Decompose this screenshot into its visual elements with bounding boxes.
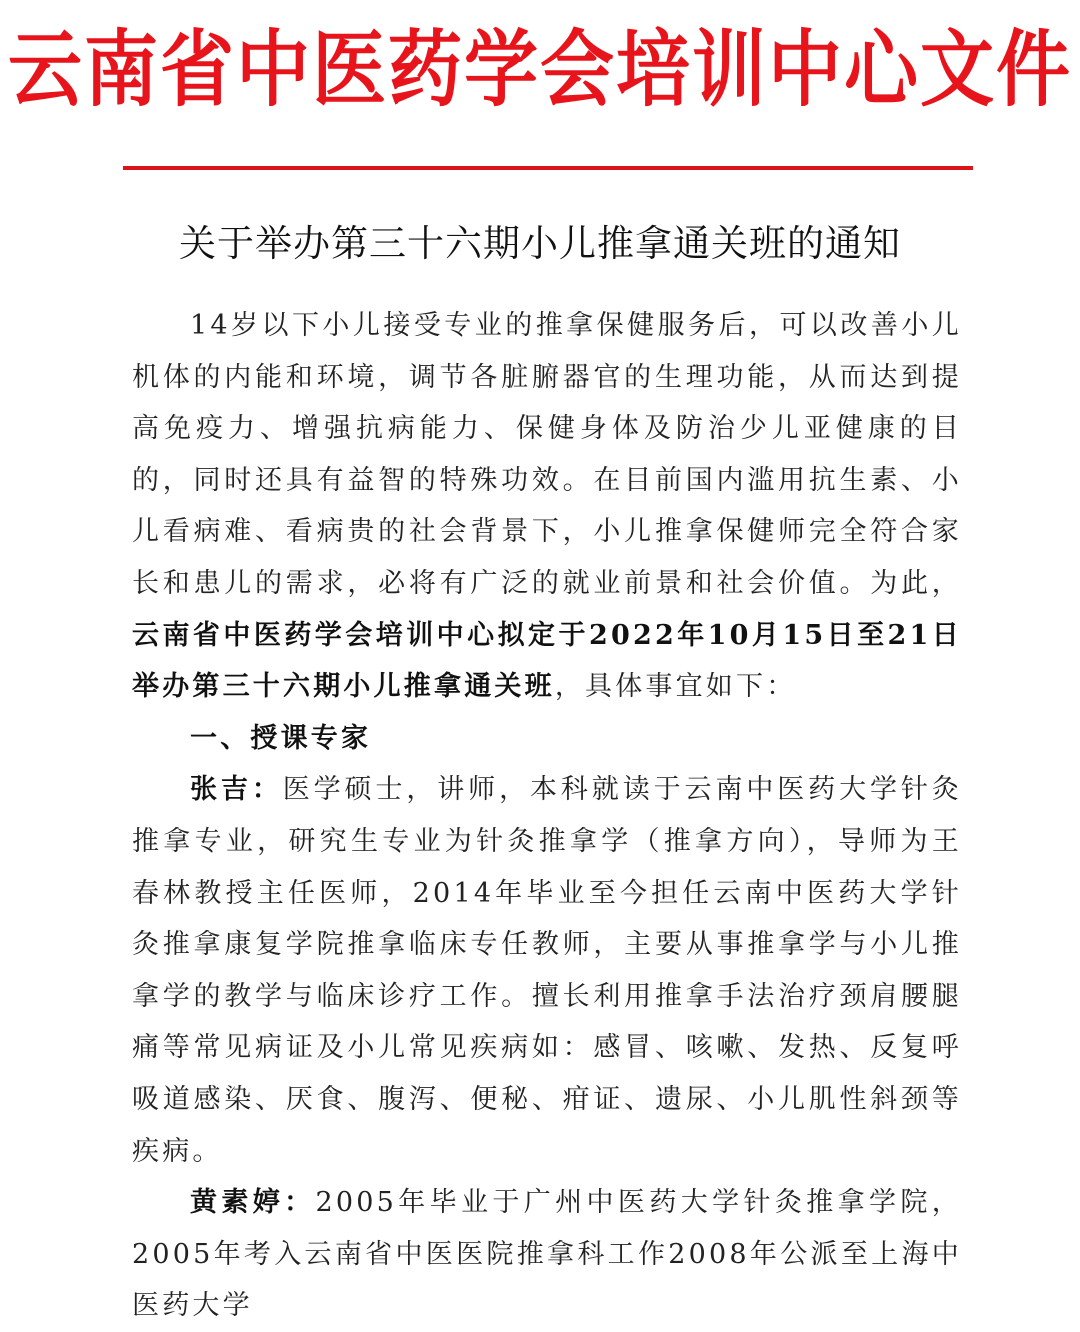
- intro-paragraph: [132, 300, 962, 713]
- intro-tail: ，具体事宜如下：: [554, 671, 797, 703]
- expert-paragraph: [132, 1177, 962, 1332]
- document-body: [132, 300, 962, 1332]
- notice-title: 关于举办第三十六期小儿推拿通关班的通知: [179, 222, 901, 265]
- expert-name: 黄素婷：: [190, 1187, 316, 1219]
- section-heading-experts: 一、授课专家: [190, 722, 372, 754]
- document-letterhead-title: 云南省中医药学会培训中心文件: [8, 21, 1072, 119]
- expert-bio: 医学硕士，讲师，本科就读于云南中医药大学针灸推拿专业，研究生专业为针灸推拿学（推拿方向），导师为王春林教授主任医师，2014年毕业至今担任云南中医药大学针灸推拿康复学院推拿临床专任教师，主要从事推拿学与小儿推拿学的教学与临床诊疗工作。擅长利用推拿手法治疗颈肩腰腿痛等常见病证及小儿常见疾病如：感冒、咳嗽、发热、反复呼吸道感染、厌食、腹泻、便秘、疳证、遗尿、小儿肌性斜颈等疾病。: [132, 774, 962, 1167]
- expert-paragraph: [132, 764, 962, 1177]
- intro-text: 14岁以下小儿接受专业的推拿保健服务后，可以改善小儿机体的内能和环境，调节各脏腑器官的生理功能，从而达到提高免疫力、增强抗病能力、保健身体及防治少儿亚健康的目的，同时还具有益智的特殊功效。在目前国内滥用抗生素、小儿看病难、看病贵的社会背景下，小儿推拿保健师完全符合家长和患儿的需求，必将有广泛的就业前景和社会价值。为此，: [132, 310, 962, 599]
- intro-highlight: 云南省中医药学会培训中心拟定于2022年10月15日至21日举办第三十六期小儿推拿通关班: [132, 619, 962, 703]
- expert-name: 张吉：: [190, 774, 283, 806]
- letterhead-divider: [123, 166, 973, 170]
- expert-bio: 2005年毕业于广州中医药大学针灸推拿学院，2005年考入云南省中医医院推拿科工作2008年公派至上海中医药大学: [132, 1187, 962, 1322]
